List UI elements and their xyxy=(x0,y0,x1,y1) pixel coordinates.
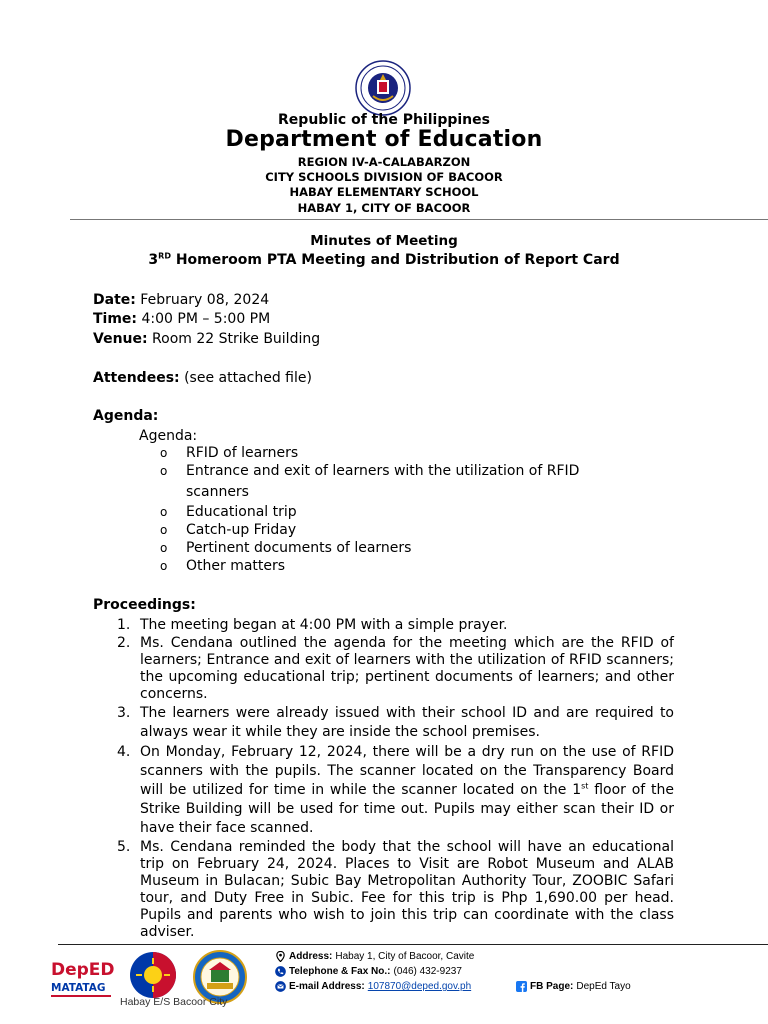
republic-heading: Republic of the Philippines xyxy=(278,112,490,128)
proceedings-item xyxy=(114,743,674,838)
document-title: Minutes of Meeting xyxy=(310,233,458,249)
school-heading: HABAY ELEMENTARY SCHOOL xyxy=(289,185,479,199)
item-text: The learners were already issued with their school ID and are required to always wear it while they are inside the school premises. xyxy=(140,705,674,740)
footer-address xyxy=(275,951,474,962)
agenda-heading: Agenda: xyxy=(93,408,159,424)
attendees-value: (see attached file) xyxy=(179,370,312,386)
meta-attendees xyxy=(93,369,312,389)
proceedings-item xyxy=(114,839,674,941)
meta-venue xyxy=(93,330,320,350)
proceedings-heading: Proceedings: xyxy=(93,597,196,613)
item-text: The meeting began at 4:00 PM with a simple prayer. xyxy=(140,617,508,633)
venue-label: Venue: xyxy=(93,331,148,347)
facebook-icon xyxy=(516,981,527,992)
meeting-title-ordinal: RD xyxy=(158,251,171,261)
phone-label: Telephone & Fax No.: xyxy=(289,966,391,977)
address-label: Address: xyxy=(289,951,333,962)
time-value: 4:00 PM – 5:00 PM xyxy=(137,311,271,327)
agenda-item-text: Pertinent documents of learners xyxy=(186,540,412,556)
division-heading: CITY SCHOOLS DIVISION OF BACOOR xyxy=(265,170,503,184)
item-number: 1. xyxy=(117,617,131,633)
agenda-item xyxy=(160,557,640,575)
meta-time xyxy=(93,310,270,330)
footer-email xyxy=(275,981,471,992)
agenda-bullet: o xyxy=(160,541,168,555)
agenda-bullet: o xyxy=(160,523,168,537)
deped-seal-logo xyxy=(355,60,411,116)
date-label: Date: xyxy=(93,292,136,308)
agenda-item xyxy=(160,539,640,557)
meta-date xyxy=(93,291,269,311)
bagong-pilipinas-logo xyxy=(124,950,182,1002)
proceedings-list xyxy=(114,617,674,942)
deped-matatag-logo xyxy=(50,955,116,1001)
agenda-item-text: Other matters xyxy=(186,558,286,574)
phone-icon xyxy=(275,966,286,977)
item-number: 4. xyxy=(117,744,131,760)
agenda-bullet: o xyxy=(160,464,168,478)
item-text-a: On Monday, February 12, 2024, there will be a dry run on the use of RFID scanners with the pupils. The scanner located on the Transparency Board will be utilized for time in while the scanner located on the 1 xyxy=(140,744,674,798)
address-heading: HABAY 1, CITY OF BACOOR xyxy=(297,201,471,215)
agenda-item xyxy=(160,503,640,521)
agenda-item-text: Catch-up Friday xyxy=(186,522,297,538)
time-label: Time: xyxy=(93,311,138,327)
region-heading: REGION IV-A-CALABARZON xyxy=(297,155,471,169)
agenda-item xyxy=(160,461,640,503)
footer-divider xyxy=(58,944,768,945)
email-label: E-mail Address: xyxy=(289,981,365,992)
fb-value[interactable]: DepEd Tayo xyxy=(576,981,631,992)
proceedings-item xyxy=(114,635,674,703)
footer-facebook xyxy=(516,981,631,992)
agenda-list xyxy=(160,444,640,575)
matatag-logo-text: MATATAG xyxy=(51,982,106,994)
agenda-bullet: o xyxy=(160,559,168,573)
date-value: February 08, 2024 xyxy=(135,292,270,308)
agenda-bullet: o xyxy=(160,446,168,460)
proceedings-item xyxy=(114,704,674,742)
email-icon xyxy=(275,981,286,992)
agenda-item xyxy=(160,444,640,462)
footer-phone xyxy=(275,966,462,977)
footer-caption: Habay E/S Bacoor City xyxy=(120,996,228,1008)
address-value: Habay 1, City of Bacoor, Cavite xyxy=(335,951,475,962)
item-text: Ms. Cendana reminded the body that the school will have an educational trip on February 24, 2024. Places to Visit are Robot Museum and ALAB Museum in Bulacan; Subic Bay Metropolitan Authority Tour, ZOOBIC Safari tour, and Duty Free in Subic. Fee for this trip is Php 1,690.00 per head. Pupils and parents who wish to join this trip can coordinate with the class adviser. xyxy=(140,839,674,940)
meeting-title-number: 3 xyxy=(148,252,159,268)
location-pin-icon xyxy=(275,951,286,962)
agenda-bullet: o xyxy=(160,505,168,519)
venue-value: Room 22 Strike Building xyxy=(147,331,321,347)
item-text-b: floor of the Strike Building will be used for time out. Pupils may either scan their ID or have their face scanned. xyxy=(140,782,675,836)
item-ordinal: st xyxy=(581,781,589,791)
proceedings-item xyxy=(114,617,674,634)
header-divider xyxy=(70,219,768,220)
department-heading: Department of Education xyxy=(225,127,543,152)
meeting-title xyxy=(0,252,768,268)
item-number: 2. xyxy=(117,635,131,651)
item-text: Ms. Cendana outlined the agenda for the meeting which are the RFID of learners; Entrance and exit of learners with the utilization of RFID scanners; the upcoming educational trip; pertinent documents of learners; and other concerns. xyxy=(140,635,674,702)
deped-logo-text: DepED xyxy=(51,960,115,980)
agenda-item-text: Educational trip xyxy=(186,504,297,520)
meeting-title-text: Homeroom PTA Meeting and Distribution of Report Card xyxy=(170,252,620,268)
fb-label: FB Page: xyxy=(530,981,574,992)
item-number: 5. xyxy=(117,839,131,855)
agenda-item-text: RFID of learners xyxy=(186,445,299,461)
agenda-subheading: Agenda: xyxy=(139,428,198,444)
attendees-label: Attendees: xyxy=(93,370,180,386)
phone-value: (046) 432-9237 xyxy=(393,966,462,977)
agenda-item-text: Entrance and exit of learners with the utilization of RFID scanners xyxy=(186,463,580,500)
agenda-item xyxy=(160,521,640,539)
email-link[interactable]: 107870@deped.gov.ph xyxy=(367,981,472,992)
item-number: 3. xyxy=(117,705,131,721)
